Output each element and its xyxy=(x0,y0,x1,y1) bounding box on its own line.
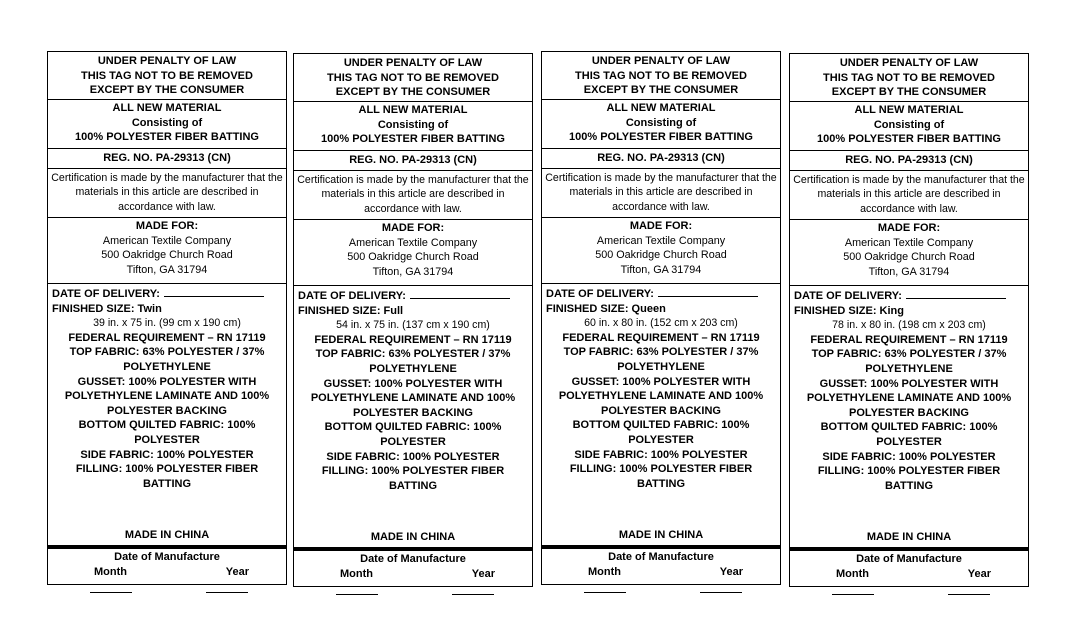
material-line: ALL NEW MATERIAL xyxy=(606,102,716,114)
month-year-row xyxy=(790,567,1028,582)
month-blank xyxy=(336,593,378,595)
year-label: Year xyxy=(225,565,249,578)
law-tag-4 xyxy=(789,53,1029,587)
federal-requirement: FEDERAL REQUIREMENT – RN 17119 xyxy=(810,333,1008,346)
dimensions: 39 in. x 75 in. (99 cm x 190 cm) xyxy=(93,317,241,330)
composition-line: GUSSET: 100% POLYESTER WITH xyxy=(819,377,999,390)
composition-line: BOTTOM QUILTED FABRIC: 100% xyxy=(324,421,502,434)
city-address: Tifton, GA 31794 xyxy=(868,265,950,278)
content-section xyxy=(790,286,1028,526)
made-for-section xyxy=(542,218,780,284)
warning-line: THIS TAG NOT TO BE REMOVED xyxy=(823,71,995,84)
material-line: ALL NEW MATERIAL xyxy=(358,104,468,116)
composition-line: FILLING: 100% POLYESTER FIBER xyxy=(569,463,753,476)
made-for-label: MADE FOR: xyxy=(629,220,693,232)
composition-line: BOTTOM QUILTED FABRIC: 100% xyxy=(572,419,750,432)
reg-number: REG. NO. PA-29313 (CN) xyxy=(790,151,1028,171)
composition-line: POLYETHYLENE LAMINATE AND 100% xyxy=(310,392,516,405)
delivery-date-row xyxy=(542,287,780,302)
content-section xyxy=(294,286,532,526)
warning-line: EXCEPT BY THE CONSUMER xyxy=(89,84,245,97)
year-label: Year xyxy=(471,567,495,580)
law-tag-1 xyxy=(47,51,287,585)
month-label: Month xyxy=(94,565,127,578)
made-for-label: MADE FOR: xyxy=(877,222,941,234)
month-year-row xyxy=(48,565,286,580)
composition-line: POLYETHYLENE xyxy=(369,362,457,375)
certification-text: Certification is made by the manufacturer that the materials in this article are described in accordance with law. xyxy=(294,171,532,220)
composition-line: POLYESTER BACKING xyxy=(600,404,721,417)
street-address: 500 Oakridge Church Road xyxy=(101,249,233,262)
composition-line: SIDE FABRIC: 100% POLYESTER xyxy=(574,448,748,461)
delivery-date-blank xyxy=(658,296,758,297)
composition-line: POLYETHYLENE LAMINATE AND 100% xyxy=(64,390,270,403)
delivery-date-blank xyxy=(164,296,264,297)
law-tag-3 xyxy=(541,51,781,585)
certification-text: Certification is made by the manufacturer that the materials in this article are described in accordance with law. xyxy=(790,171,1028,220)
company-name: American Textile Company xyxy=(844,236,974,249)
company-name: American Textile Company xyxy=(102,234,232,247)
city-address: Tifton, GA 31794 xyxy=(620,263,702,276)
content-section xyxy=(48,284,286,524)
federal-requirement: FEDERAL REQUIREMENT – RN 17119 xyxy=(314,333,512,346)
warning-line: THIS TAG NOT TO BE REMOVED xyxy=(575,69,747,82)
composition-line: GUSSET: 100% POLYESTER WITH xyxy=(77,375,257,388)
composition-line: POLYETHYLENE xyxy=(617,360,705,373)
composition-line: SIDE FABRIC: 100% POLYESTER xyxy=(822,450,996,463)
warning-line: EXCEPT BY THE CONSUMER xyxy=(335,86,491,99)
material-section xyxy=(790,102,1028,151)
month-label: Month xyxy=(340,567,373,580)
delivery-date-row xyxy=(48,287,286,302)
made-in-china: MADE IN CHINA xyxy=(124,529,210,541)
law-tag-2 xyxy=(293,53,533,587)
composition-line: FILLING: 100% POLYESTER FIBER xyxy=(817,465,1001,478)
finished-size: FINISHED SIZE: Twin xyxy=(52,302,162,315)
year-label: Year xyxy=(719,565,743,578)
blank-lines-row xyxy=(294,593,532,595)
city-address: Tifton, GA 31794 xyxy=(126,263,208,276)
made-for-section xyxy=(790,220,1028,286)
composition-line: FILLING: 100% POLYESTER FIBER xyxy=(75,463,259,476)
finished-size: FINISHED SIZE: King xyxy=(794,304,904,317)
composition-line: FILLING: 100% POLYESTER FIBER xyxy=(321,465,505,478)
blank-lines-row xyxy=(48,591,286,593)
blank-lines-row xyxy=(542,591,780,593)
date-of-manufacture-label: Date of Manufacture xyxy=(608,551,714,563)
material-section xyxy=(542,100,780,149)
material-line: Consisting of xyxy=(625,116,697,129)
warning-header xyxy=(542,52,780,100)
composition-line: POLYETHYLENE xyxy=(123,360,211,373)
warning-line: EXCEPT BY THE CONSUMER xyxy=(831,86,987,99)
reg-number: REG. NO. PA-29313 (CN) xyxy=(294,151,532,171)
material-line: Consisting of xyxy=(873,118,945,131)
material-line: 100% POLYESTER FIBER BATTING xyxy=(817,133,1001,146)
composition-line: GUSSET: 100% POLYESTER WITH xyxy=(323,377,503,390)
finished-size: FINISHED SIZE: Queen xyxy=(546,302,666,315)
certification-text: Certification is made by the manufacturer that the materials in this article are described in accordance with law. xyxy=(48,169,286,218)
made-for-label: MADE FOR: xyxy=(135,220,199,232)
delivery-date-label: DATE OF DELIVERY: xyxy=(52,288,160,300)
composition-line: POLYESTER xyxy=(134,433,200,446)
composition-line: BATTING xyxy=(142,477,192,490)
composition-line: BOTTOM QUILTED FABRIC: 100% xyxy=(78,419,256,432)
certification-text: Certification is made by the manufacturer that the materials in this article are described in accordance with law. xyxy=(542,169,780,218)
delivery-date-label: DATE OF DELIVERY: xyxy=(794,290,902,302)
federal-requirement: FEDERAL REQUIREMENT – RN 17119 xyxy=(562,331,760,344)
material-line: Consisting of xyxy=(377,118,449,131)
date-of-manufacture-label: Date of Manufacture xyxy=(856,553,962,565)
made-for-section xyxy=(294,220,532,286)
warning-line: UNDER PENALTY OF LAW xyxy=(343,57,483,69)
material-line: Consisting of xyxy=(131,116,203,129)
material-line: 100% POLYESTER FIBER BATTING xyxy=(569,131,753,144)
composition-line: BOTTOM QUILTED FABRIC: 100% xyxy=(820,421,998,434)
month-label: Month xyxy=(588,565,621,578)
year-blank xyxy=(452,593,494,595)
blank-lines-row xyxy=(790,593,1028,595)
warning-line: UNDER PENALTY OF LAW xyxy=(839,57,979,69)
year-blank xyxy=(206,591,248,593)
material-section xyxy=(294,102,532,151)
composition-line: BATTING xyxy=(388,479,438,492)
made-in-china: MADE IN CHINA xyxy=(370,531,456,543)
composition-line: POLYETHYLENE LAMINATE AND 100% xyxy=(558,390,764,403)
reg-number: REG. NO. PA-29313 (CN) xyxy=(48,149,286,169)
composition-line: BATTING xyxy=(636,477,686,490)
composition-line: POLYESTER BACKING xyxy=(848,406,969,419)
composition-line: SIDE FABRIC: 100% POLYESTER xyxy=(80,448,254,461)
material-section xyxy=(48,100,286,149)
street-address: 500 Oakridge Church Road xyxy=(347,251,479,264)
delivery-date-blank xyxy=(906,298,1006,299)
delivery-date-row xyxy=(790,289,1028,304)
composition-line: POLYESTER BACKING xyxy=(352,406,473,419)
month-blank xyxy=(832,593,874,595)
warning-header xyxy=(790,54,1028,102)
dimensions: 78 in. x 80 in. (198 cm x 203 cm) xyxy=(832,319,986,332)
delivery-date-row xyxy=(294,289,532,304)
composition-line: TOP FABRIC: 63% POLYESTER / 37% xyxy=(811,348,1007,361)
street-address: 500 Oakridge Church Road xyxy=(595,249,727,262)
company-name: American Textile Company xyxy=(596,234,726,247)
made-for-label: MADE FOR: xyxy=(381,222,445,234)
date-of-manufacture-label: Date of Manufacture xyxy=(114,551,220,563)
month-blank xyxy=(90,591,132,593)
composition-line: TOP FABRIC: 63% POLYESTER / 37% xyxy=(69,346,265,359)
composition-line: GUSSET: 100% POLYESTER WITH xyxy=(571,375,751,388)
warning-line: EXCEPT BY THE CONSUMER xyxy=(583,84,739,97)
composition-line: POLYESTER xyxy=(628,433,694,446)
composition-line: BATTING xyxy=(884,479,934,492)
warning-line: UNDER PENALTY OF LAW xyxy=(591,55,731,67)
street-address: 500 Oakridge Church Road xyxy=(843,251,975,264)
composition-line: POLYESTER xyxy=(380,435,446,448)
made-in-china: MADE IN CHINA xyxy=(866,531,952,543)
delivery-date-label: DATE OF DELIVERY: xyxy=(546,288,654,300)
composition-line: POLYESTER BACKING xyxy=(106,404,227,417)
year-blank xyxy=(700,591,742,593)
material-line: ALL NEW MATERIAL xyxy=(112,102,222,114)
material-line: 100% POLYESTER FIBER BATTING xyxy=(75,131,259,144)
city-address: Tifton, GA 31794 xyxy=(372,265,454,278)
made-in-china: MADE IN CHINA xyxy=(618,529,704,541)
reg-number: REG. NO. PA-29313 (CN) xyxy=(542,149,780,169)
content-section xyxy=(542,284,780,524)
dimensions: 60 in. x 80 in. (152 cm x 203 cm) xyxy=(584,317,738,330)
made-for-section xyxy=(48,218,286,284)
warning-line: THIS TAG NOT TO BE REMOVED xyxy=(81,69,253,82)
federal-requirement: FEDERAL REQUIREMENT – RN 17119 xyxy=(68,331,266,344)
composition-line: POLYETHYLENE LAMINATE AND 100% xyxy=(806,392,1012,405)
month-year-row xyxy=(294,567,532,582)
composition-line: POLYETHYLENE xyxy=(865,362,953,375)
delivery-date-blank xyxy=(410,298,510,299)
material-line: ALL NEW MATERIAL xyxy=(854,104,964,116)
year-label: Year xyxy=(967,567,991,580)
composition-line: TOP FABRIC: 63% POLYESTER / 37% xyxy=(563,346,759,359)
composition-line: SIDE FABRIC: 100% POLYESTER xyxy=(326,450,500,463)
dimensions: 54 in. x 75 in. (137 cm x 190 cm) xyxy=(336,319,490,332)
warning-header xyxy=(48,52,286,100)
month-label: Month xyxy=(836,567,869,580)
composition-line: TOP FABRIC: 63% POLYESTER / 37% xyxy=(315,348,511,361)
month-blank xyxy=(584,591,626,593)
date-of-manufacture-label: Date of Manufacture xyxy=(360,553,466,565)
month-year-row xyxy=(542,565,780,580)
composition-line: POLYESTER xyxy=(876,435,942,448)
finished-size: FINISHED SIZE: Full xyxy=(298,304,404,317)
delivery-date-label: DATE OF DELIVERY: xyxy=(298,290,406,302)
year-blank xyxy=(948,593,990,595)
company-name: American Textile Company xyxy=(348,236,478,249)
warning-line: UNDER PENALTY OF LAW xyxy=(97,55,237,67)
warning-line: THIS TAG NOT TO BE REMOVED xyxy=(327,71,499,84)
warning-header xyxy=(294,54,532,102)
material-line: 100% POLYESTER FIBER BATTING xyxy=(321,133,505,146)
